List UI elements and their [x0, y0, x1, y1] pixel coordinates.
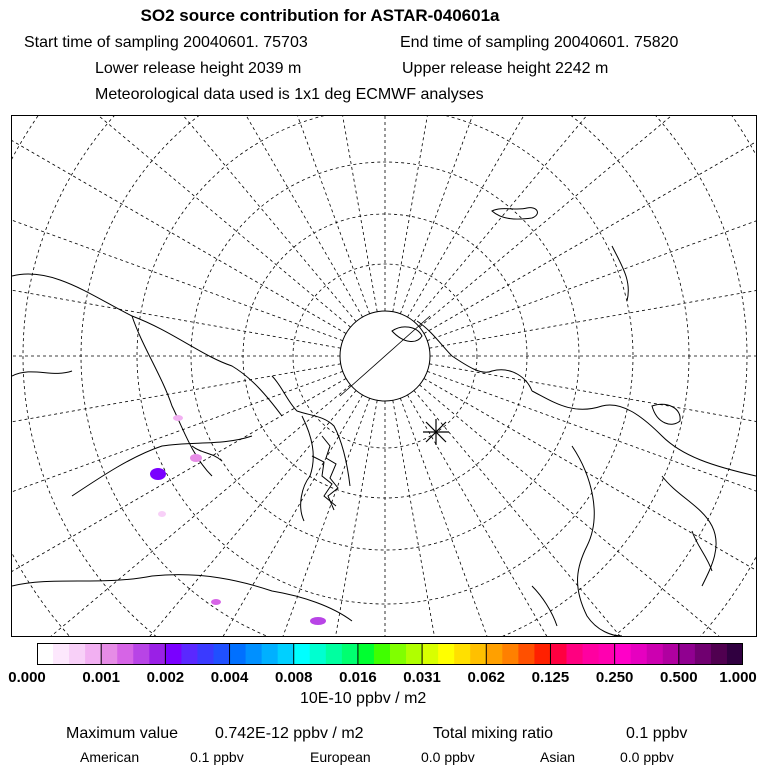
colorbar-segment: [358, 643, 375, 665]
plume-patch: [150, 468, 166, 480]
meridian-line: [408, 116, 757, 317]
lower-height-label: Lower release height 2039 m: [95, 60, 302, 77]
colorbar-segment: [518, 643, 535, 665]
meridian-line: [419, 385, 756, 636]
met-data-label: Meteorological data used is 1x1 deg ECMWF analyses: [95, 86, 484, 103]
region-asian-name: Asian: [540, 749, 576, 765]
colorbar-segment: [583, 643, 600, 665]
meridian-line: [12, 390, 356, 636]
region-european-name: European: [310, 749, 371, 765]
colorbar-tick-label: 0.031: [403, 669, 441, 686]
latitude-circle: [12, 116, 756, 636]
colorbar-segment: [406, 643, 423, 665]
colorbar-segment: [230, 643, 247, 665]
colorbar-segment: [197, 643, 214, 665]
colorbar-segment: [149, 643, 166, 665]
colorbar-segment: [53, 643, 70, 665]
latitude-circle: [12, 116, 756, 636]
colorbar-segment: [310, 643, 327, 665]
meridian-line: [12, 116, 346, 334]
colorbar-tick-label: 0.125: [531, 669, 570, 686]
meridian-line: [111, 398, 369, 636]
region-european-value: 0.0 ppbv: [421, 749, 475, 765]
colorbar-segment: [727, 643, 743, 665]
max-value-label: Maximum value: [66, 725, 179, 742]
meridian-line: [12, 116, 363, 317]
colorbar-segment: [101, 643, 118, 665]
meridian-line: [12, 116, 343, 341]
meridian-line: [429, 217, 756, 348]
colorbar-segment: [486, 643, 503, 665]
meridian-line: [400, 116, 658, 314]
map-panel: [11, 115, 757, 637]
meridian-line: [400, 398, 658, 636]
graticule-grid: [12, 116, 756, 636]
colorbar-tick-label: 0.250: [595, 669, 634, 686]
map-title: SO2 source contribution for ASTAR-040601a: [140, 6, 500, 25]
meridian-line: [12, 116, 351, 327]
start-time-label: Start time of sampling 20040601. 75703: [24, 34, 308, 51]
plume-patch: [310, 617, 326, 625]
colorbar-segment: [278, 643, 295, 665]
colorbar-segment: [550, 643, 567, 665]
meridian-line: [111, 116, 369, 314]
colorbar-segment: [454, 643, 471, 665]
meridian-line: [12, 116, 356, 322]
colorbar-segment: [326, 643, 343, 665]
colorbar-segment: [711, 643, 728, 665]
meridian-line: [12, 364, 341, 495]
colorbar: [37, 643, 743, 665]
colorbar-segment: [438, 643, 455, 665]
pole-line: [340, 316, 430, 396]
colorbar-segment: [663, 643, 680, 665]
region-american-value: 0.1 ppbv: [190, 749, 244, 765]
colorbar-segment: [294, 643, 311, 665]
plume-layer: [150, 415, 326, 625]
colorbar-tick-label: 0.500: [660, 669, 698, 686]
colorbar-tick-label: 0.002: [146, 669, 185, 686]
total-mixing-label: Total mixing ratio: [433, 725, 554, 742]
plume-patch: [173, 415, 183, 421]
region-asian-value: 0.0 ppbv: [620, 749, 674, 765]
meridian-line: [429, 364, 756, 495]
colorbar-segment: [165, 643, 182, 665]
meridian-line: [414, 390, 756, 636]
meridian-line: [424, 379, 756, 637]
meridian-line: [12, 371, 343, 629]
colorbar-segment: [85, 643, 102, 665]
meridian-line: [419, 116, 756, 327]
meridian-line: [12, 217, 341, 348]
colorbar-tick-label: 0.016: [339, 669, 377, 686]
colorbar-segment: [615, 643, 632, 665]
end-time-label: End time of sampling 20040601. 75820: [400, 34, 679, 51]
colorbar-segment: [422, 643, 439, 665]
colorbar-segment: [599, 643, 616, 665]
colorbar-tick-label: 0.008: [274, 669, 313, 686]
meridian-line: [427, 116, 756, 341]
colorbar-unit-label: 10E-10 ppbv / m2: [300, 690, 427, 707]
upper-height-label: Upper release height 2242 m: [402, 60, 609, 77]
colorbar-segment: [246, 643, 263, 665]
colorbar-segment: [695, 643, 712, 665]
colorbar-tick-label: 0.000: [8, 669, 46, 686]
meridian-line: [424, 116, 756, 334]
colorbar-segment: [37, 643, 54, 665]
colorbar-segment: [647, 643, 664, 665]
colorbar-segment: [390, 643, 407, 665]
plume-patch: [190, 454, 202, 462]
colorbar-segment: [342, 643, 359, 665]
max-value: 0.742E-12 ppbv / m2: [215, 725, 364, 742]
colorbar-segment: [374, 643, 391, 665]
plume-patch: [211, 599, 221, 605]
colorbar-tick-label: 0.001: [82, 669, 120, 686]
colorbar-segment: [470, 643, 487, 665]
colorbar-segment: [69, 643, 86, 665]
meridian-line: [414, 116, 756, 322]
colorbar-segment: [133, 643, 150, 665]
coastlines: [12, 208, 756, 636]
meridian-line: [408, 395, 757, 636]
colorbar-tick-label: 0.062: [467, 669, 506, 686]
colorbar-tick-label: 1.000: [719, 669, 757, 686]
polar-map: [12, 116, 756, 636]
region-american-name: American: [80, 749, 140, 765]
receptor-star-icon: [423, 419, 449, 445]
colorbar-segment: [534, 643, 551, 665]
plume-patch: [158, 511, 166, 517]
total-mixing-value: 0.1 ppbv: [626, 725, 688, 742]
meridian-line: [427, 371, 756, 629]
colorbar-segment: [679, 643, 696, 665]
colorbar-segment: [567, 643, 584, 665]
colorbar-segment: [502, 643, 519, 665]
colorbar-segment: [181, 643, 198, 665]
meridian-line: [393, 400, 524, 636]
colorbar-segment: [631, 643, 648, 665]
colorbar-segment: [262, 643, 279, 665]
colorbar-tick-label: 0.004: [210, 669, 249, 686]
colorbar-segment: [214, 643, 231, 665]
colorbar-segment: [117, 643, 134, 665]
